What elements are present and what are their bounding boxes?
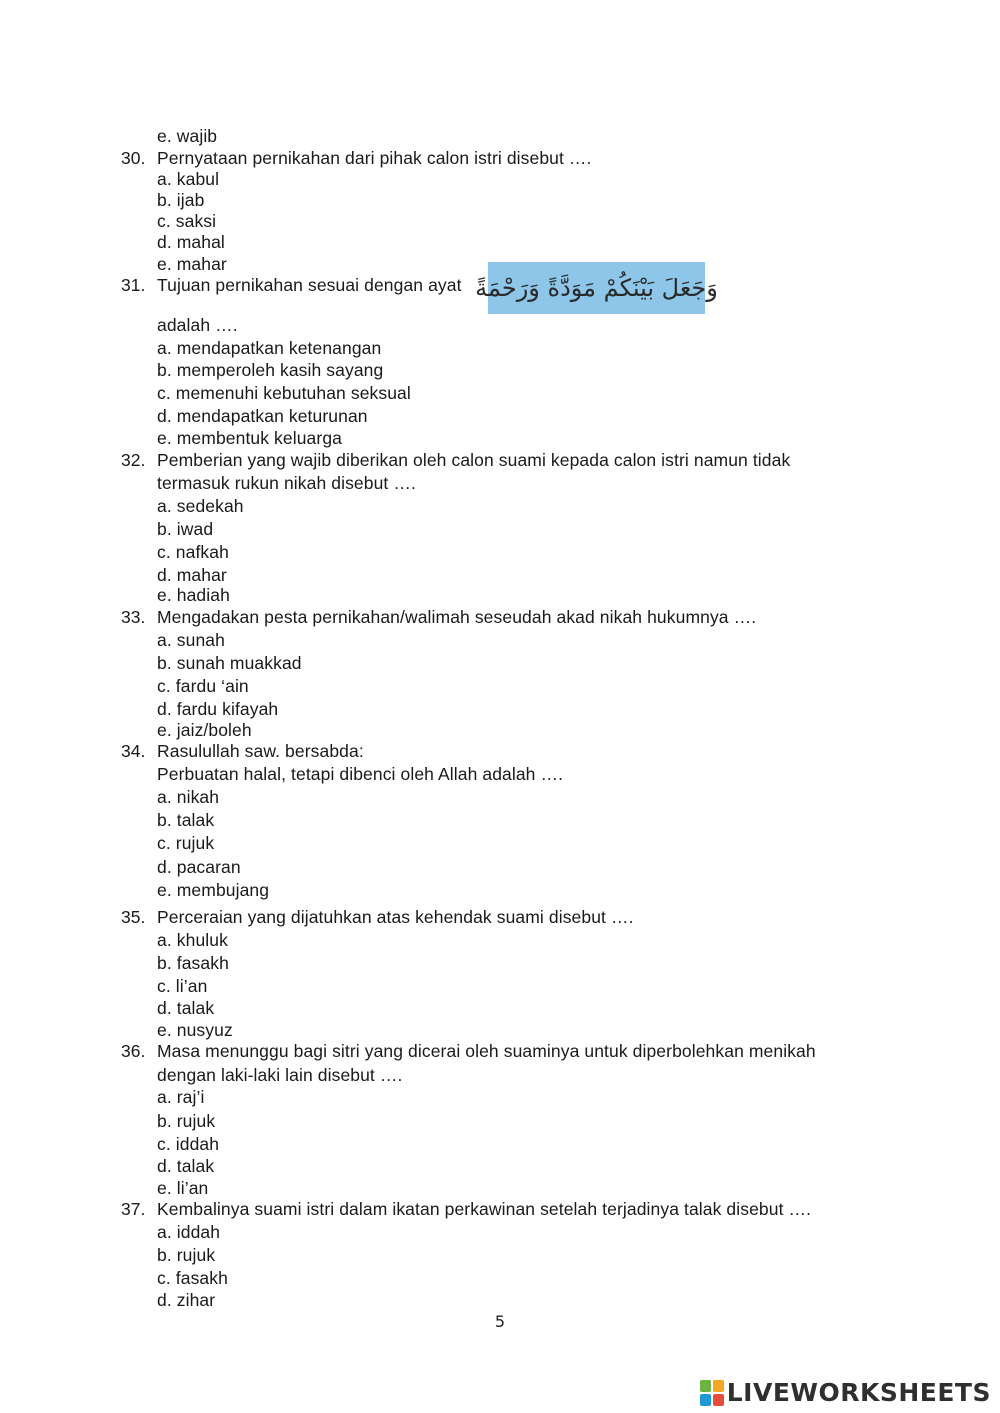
question-36-text-continued: dengan laki-laki lain disebut …. — [157, 1065, 403, 1085]
page-number: 5 — [494, 1312, 506, 1331]
question-34-text: Rasulullah saw. bersabda: — [157, 741, 364, 761]
option-34a: a. nikah — [157, 787, 220, 807]
option-29e: e. wajib — [157, 126, 218, 146]
option-32e: e. hadiah — [157, 585, 230, 605]
liveworksheets-brand-text: LIVEWORKSHEETS — [726, 1378, 991, 1407]
option-32b: b. iwad — [157, 519, 214, 539]
option-31c: c. memenuhi kebutuhan seksual — [157, 383, 411, 403]
option-36d: d. talak — [157, 1156, 215, 1176]
option-36e: e. li’an — [157, 1178, 209, 1198]
liveworksheets-logo-icon — [700, 1380, 724, 1406]
question-number-30: 30. — [121, 148, 146, 168]
question-number-35: 35. — [121, 907, 146, 927]
question-36-text: Masa menunggu bagi sitri yang dicerai oleh suaminya untuk diperbolehkan menikah — [157, 1041, 816, 1061]
option-37b: b. rujuk — [157, 1245, 216, 1265]
option-34b: b. talak — [157, 810, 215, 830]
arabic-verse-text: وَجَعَلَ بَيْنَكُمْ مَوَدَّةً وَرَحْمَةً — [475, 274, 718, 302]
question-33-text: Mengadakan pesta pernikahan/walimah seseudah akad nikah hukumnya …. — [157, 607, 757, 627]
question-number-36: 36. — [121, 1041, 146, 1061]
option-35d: d. talak — [157, 998, 215, 1018]
option-32a: a. sedekah — [157, 496, 244, 516]
option-30b: b. ijab — [157, 190, 205, 210]
option-35c: c. li’an — [157, 976, 208, 996]
question-31-text: Tujuan pernikahan sesuai dengan ayat — [157, 275, 462, 295]
option-35a: a. khuluk — [157, 930, 228, 950]
option-31b: b. memperoleh kasih sayang — [157, 360, 384, 380]
logo-square-w — [713, 1380, 724, 1392]
option-31d: d. mendapatkan keturunan — [157, 406, 368, 426]
question-37-text: Kembalinya suami istri dalam ikatan perkawinan setelah terjadinya talak disebut …. — [157, 1199, 812, 1219]
option-33b: b. sunah muakkad — [157, 653, 302, 673]
option-36b: b. rujuk — [157, 1111, 216, 1131]
question-number-31: 31. — [121, 275, 146, 295]
question-31-text-continued: adalah …. — [157, 315, 238, 335]
option-31e: e. membentuk keluarga — [157, 428, 342, 448]
question-32-text: Pemberian yang wajib diberikan oleh calon suami kepada calon istri namun tidak — [157, 450, 791, 470]
option-32d: d. mahar — [157, 565, 227, 585]
option-33a: a. sunah — [157, 630, 225, 650]
option-30d: d. mahal — [157, 232, 225, 252]
question-number-33: 33. — [121, 607, 146, 627]
question-30-text: Pernyataan pernikahan dari pihak calon istri disebut …. — [157, 148, 592, 168]
logo-square-x — [713, 1394, 724, 1406]
option-33d: d. fardu kifayah — [157, 699, 279, 719]
option-37a: a. iddah — [157, 1222, 221, 1242]
option-30c: c. saksi — [157, 211, 217, 231]
option-35b: b. fasakh — [157, 953, 229, 973]
option-36c: c. iddah — [157, 1134, 220, 1154]
option-34e: e. membujang — [157, 880, 270, 900]
question-number-34: 34. — [121, 741, 146, 761]
liveworksheets-watermark — [700, 1378, 991, 1407]
logo-square-l — [700, 1380, 711, 1392]
question-35-text: Perceraian yang dijatuhkan atas kehendak suami disebut …. — [157, 907, 634, 927]
question-number-37: 37. — [121, 1199, 146, 1219]
option-34c: c. rujuk — [157, 833, 215, 853]
option-35e: e. nusyuz — [157, 1020, 233, 1040]
option-33c: c. fardu ‘ain — [157, 676, 249, 696]
logo-square-s — [700, 1394, 711, 1406]
option-30a: a. kabul — [157, 169, 220, 189]
question-number-32: 32. — [121, 450, 146, 470]
question-34-text-continued: Perbuatan halal, tetapi dibenci oleh Allah adalah …. — [157, 764, 564, 784]
option-32c: c. nafkah — [157, 542, 229, 562]
arabic-verse-image — [475, 262, 718, 314]
question-32-text-continued: termasuk rukun nikah disebut …. — [157, 473, 416, 493]
option-31a: a. mendapatkan ketenangan — [157, 338, 382, 358]
option-30e: e. mahar — [157, 254, 227, 274]
option-33e: e. jaiz/boleh — [157, 720, 252, 740]
option-37d: d. zihar — [157, 1290, 216, 1310]
option-34d: d. pacaran — [157, 857, 241, 877]
option-36a: a. raj’i — [157, 1087, 205, 1107]
option-37c: c. fasakh — [157, 1268, 228, 1288]
